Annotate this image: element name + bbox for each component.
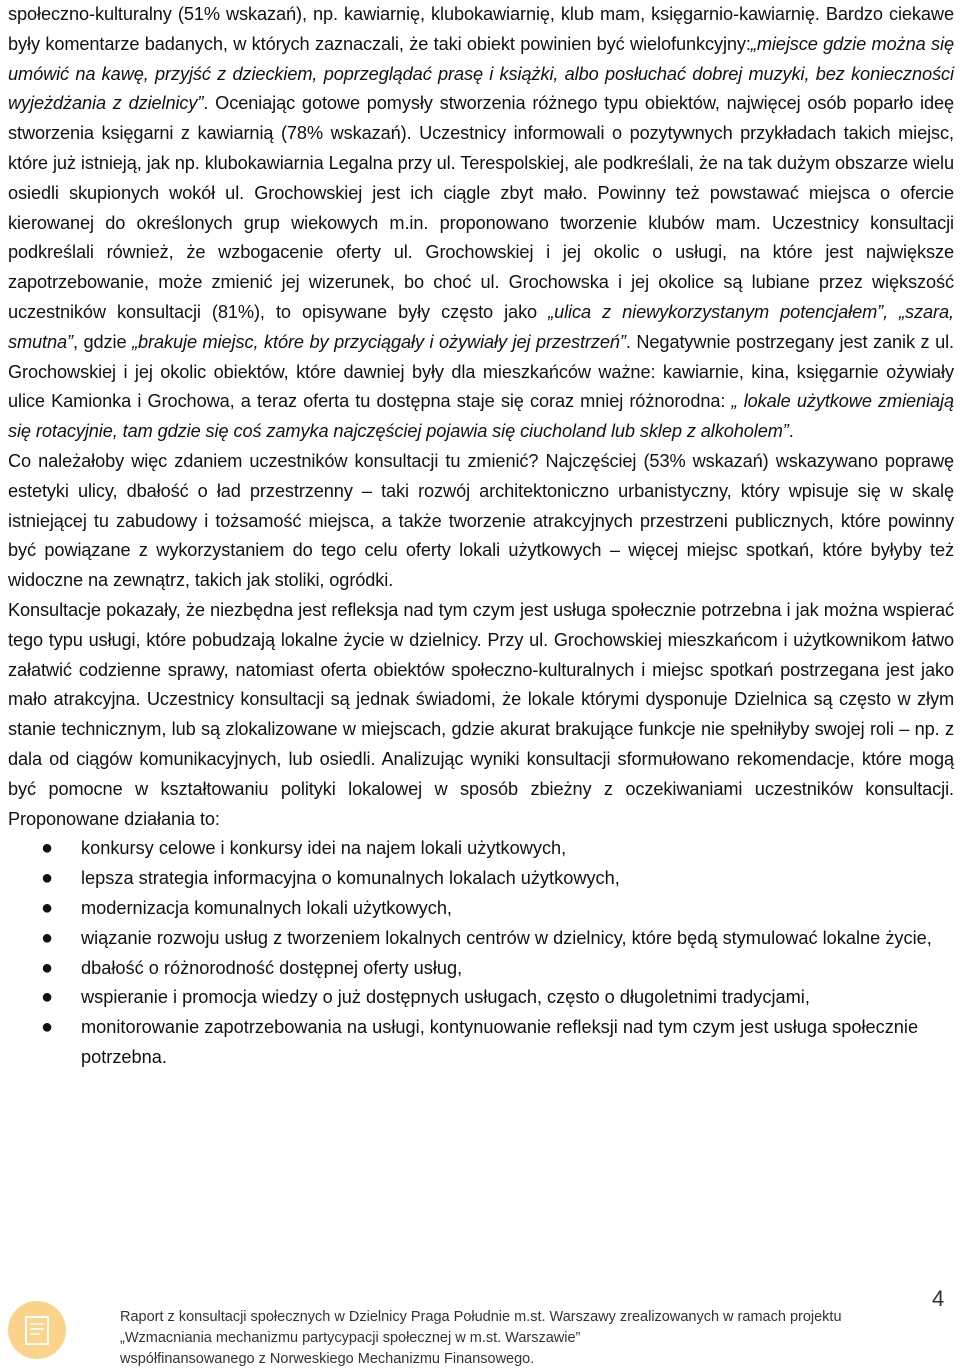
document-icon	[8, 1301, 66, 1359]
paragraph-text: , gdzie	[73, 331, 133, 352]
paragraph-text: .	[788, 421, 794, 442]
footer-line-3: współfinansowanego z Norweskiego Mechanizmu Finansowego.	[120, 1351, 535, 1367]
paragraph-text: Konsultacje pokazały, że niezbędna jest refleksja nad tym czym jest usługa społecznie potrzebna i jak można wspierać tego typu usługi, które pobudzają lokalne życie w dzielnicy. Przy ul. Grochowskiej mieszkańcom i użytkownikom łatwo załatwić codzienne sprawy, natomiast oferta obiektów społeczno-kulturalnych i miejsc spotkań postrzegana jest jako mało atrakcyjna. Uczestnicy konsultacji są jednak świadomi, że lokale którymi dysponuje Dzielnica są często w złym stanie technicznym, lub są zlokalizowane w miejscach, gdzie akurat brakujące funkcje nie spełniłyby swojej roli – np. z dala od ciągów komunikacyjnych, lub osiedli. Analizując wyniki konsultacji sformułowano rekomendacje, które mogą być pomocne w kształtowaniu polityki lokalowej w sposób zbieżny z oczekiwaniami uczestników konsultacji. Proponowane działania to:	[8, 599, 954, 829]
paragraph-2	[8, 447, 954, 596]
bullet-icon: ●	[41, 896, 54, 919]
document-page	[8, 0, 954, 1073]
list-item-text: lepsza strategia informacyjna o komunalnych lokalach użytkowych,	[81, 868, 620, 889]
list-item-text: monitorowanie zapotrzebowania na usługi, kontynuowanie refleksji nad tym czym jest usługa społecznie potrzebna.	[81, 1017, 919, 1067]
paragraph-text: . Oceniając gotowe pomysły stworzenia różnego typu obiektów, najwięcej osób poparło ideę stworzenia księgarni z kawiarnią (78% wskazań). Uczestnicy informowali o pozytywnych przykładach takich miejsc, które już istnieją, jak np. klubokawiarnia Legalna przy ul. Terespolskiej, ale podkreślali, że na tak dużym obszarze wielu osiedli skupionych wokół ul. Grochowskiej jest ich ciągle zbyt mało. Powinny też powstawać miejsca o ofercie kierowanej do określonych grup wiekowych m.in. proponowano tworzenie klubów mam. Uczestnicy konsultacji podkreślali również, że wzbogacenie oferty ul. Grochowskiej i jej okolic o usługi, na które jest największe zapotrzebowanie, może zmienić jej wizerunek, bo choć ul. Grochowska i jej okolice są lubiane przez większość uczestników konsultacji (81%), to opisywane były często jako	[8, 93, 954, 322]
list-item	[8, 834, 954, 864]
footer-line-1: Raport z konsultacji społecznych w Dzielnicy Praga Południe m.st. Warszawy zrealizowanych w ramach projektu	[120, 1309, 842, 1325]
paragraph-text: społeczno-kulturalny (51% wskazań), np. kawiarnię, klubokawiarnię, klub mam, księgarnio-kawiarnię. Bardzo ciekawe były komentarze badanych, w których zaznaczali, że taki obiekt powinien być wielofunkcyjny:	[8, 4, 954, 54]
quote-text: „brakuje miejsc, które by przyciągały i ożywiały jej przestrzeń”	[132, 331, 626, 352]
paragraph-text: Co należałoby więc zdaniem uczestników konsultacji tu zmienić? Najczęściej (53% wskazań) wskazywano poprawę estetyki ulicy, dbałość o ład przestrzenny – taki rozwój architektoniczno urbanistyczny, który wpisuje się w skalę istniejącej tu zabudowy i tożsamość miejsca, a także tworzenie atrakcyjnych przestrzeni publicznych, które powinny być powiązane z wykorzystaniem do tego celu oferty lokali użytkowych – więcej miejsc spotkań, które byłyby też widoczne na zewnątrz, takich jak stoliki, ogródki.	[8, 450, 954, 591]
page-footer	[0, 1286, 960, 1372]
quote-text: „ulica z niewykorzystanym potencjałem”, „szara, smutna”	[8, 301, 954, 352]
list-item	[8, 924, 954, 954]
list-item-text: konkursy celowe i konkursy idei na najem lokali użytkowych,	[81, 838, 567, 859]
list-item	[8, 1013, 954, 1073]
bullet-icon: ●	[41, 837, 54, 860]
paragraph-text: . Negatywnie postrzegany jest zanik z ul. Grochowskiej i jej okolic obiektów, które dawniej były dla mieszkańców ważne: kawiarnie, kina, księgarnie ożywiały ulice Kamionka i Grochowa, a teraz oferta tu dostępna staje się coraz mniej różnorodna:	[8, 331, 954, 412]
list-item	[8, 894, 954, 924]
bullet-icon: ●	[41, 1016, 54, 1039]
list-item	[8, 954, 954, 984]
bullet-icon: ●	[41, 867, 54, 890]
list-item-text: wiązanie rozwoju usług z tworzeniem lokalnych centrów w dzielnicy, które będą stymulować lokalne życie,	[81, 927, 932, 948]
list-item-text: dbałość o różnorodność dostępnej oferty usług,	[81, 957, 463, 978]
proposed-actions-list	[8, 834, 954, 1072]
bullet-icon: ●	[41, 956, 54, 979]
footer-line-2: „Wzmacniania mechanizmu partycypacji społecznej w m.st. Warszawie”	[120, 1330, 581, 1346]
list-item	[8, 983, 954, 1013]
page-number: 4	[932, 1286, 945, 1311]
body-text	[8, 0, 954, 834]
list-item-text: wspieranie i promocja wiedzy o już dostępnych usługach, często o długoletnimi tradycjami,	[81, 987, 810, 1008]
bullet-icon: ●	[41, 926, 54, 949]
paragraph-1	[8, 0, 954, 447]
quote-text: „ lokale użytkowe zmieniają się rotacyjnie, tam gdzie się coś zamyka najczęściej pojawia się ciucholand lub sklep z alkoholem”	[8, 391, 954, 442]
footer-caption	[120, 1307, 900, 1370]
paragraph-3	[8, 596, 954, 834]
quote-text: „miejsce gdzie można się umówić na kawę, przyjść z dzieckiem, poprzeglądać prasę i książki, albo posłuchać dobrej muzyki, bez konieczności wyjeżdżania z dzielnicy”	[8, 33, 954, 114]
list-item	[8, 864, 954, 894]
bullet-icon: ●	[41, 986, 54, 1009]
list-item-text: modernizacja komunalnych lokali użytkowych,	[81, 897, 452, 918]
